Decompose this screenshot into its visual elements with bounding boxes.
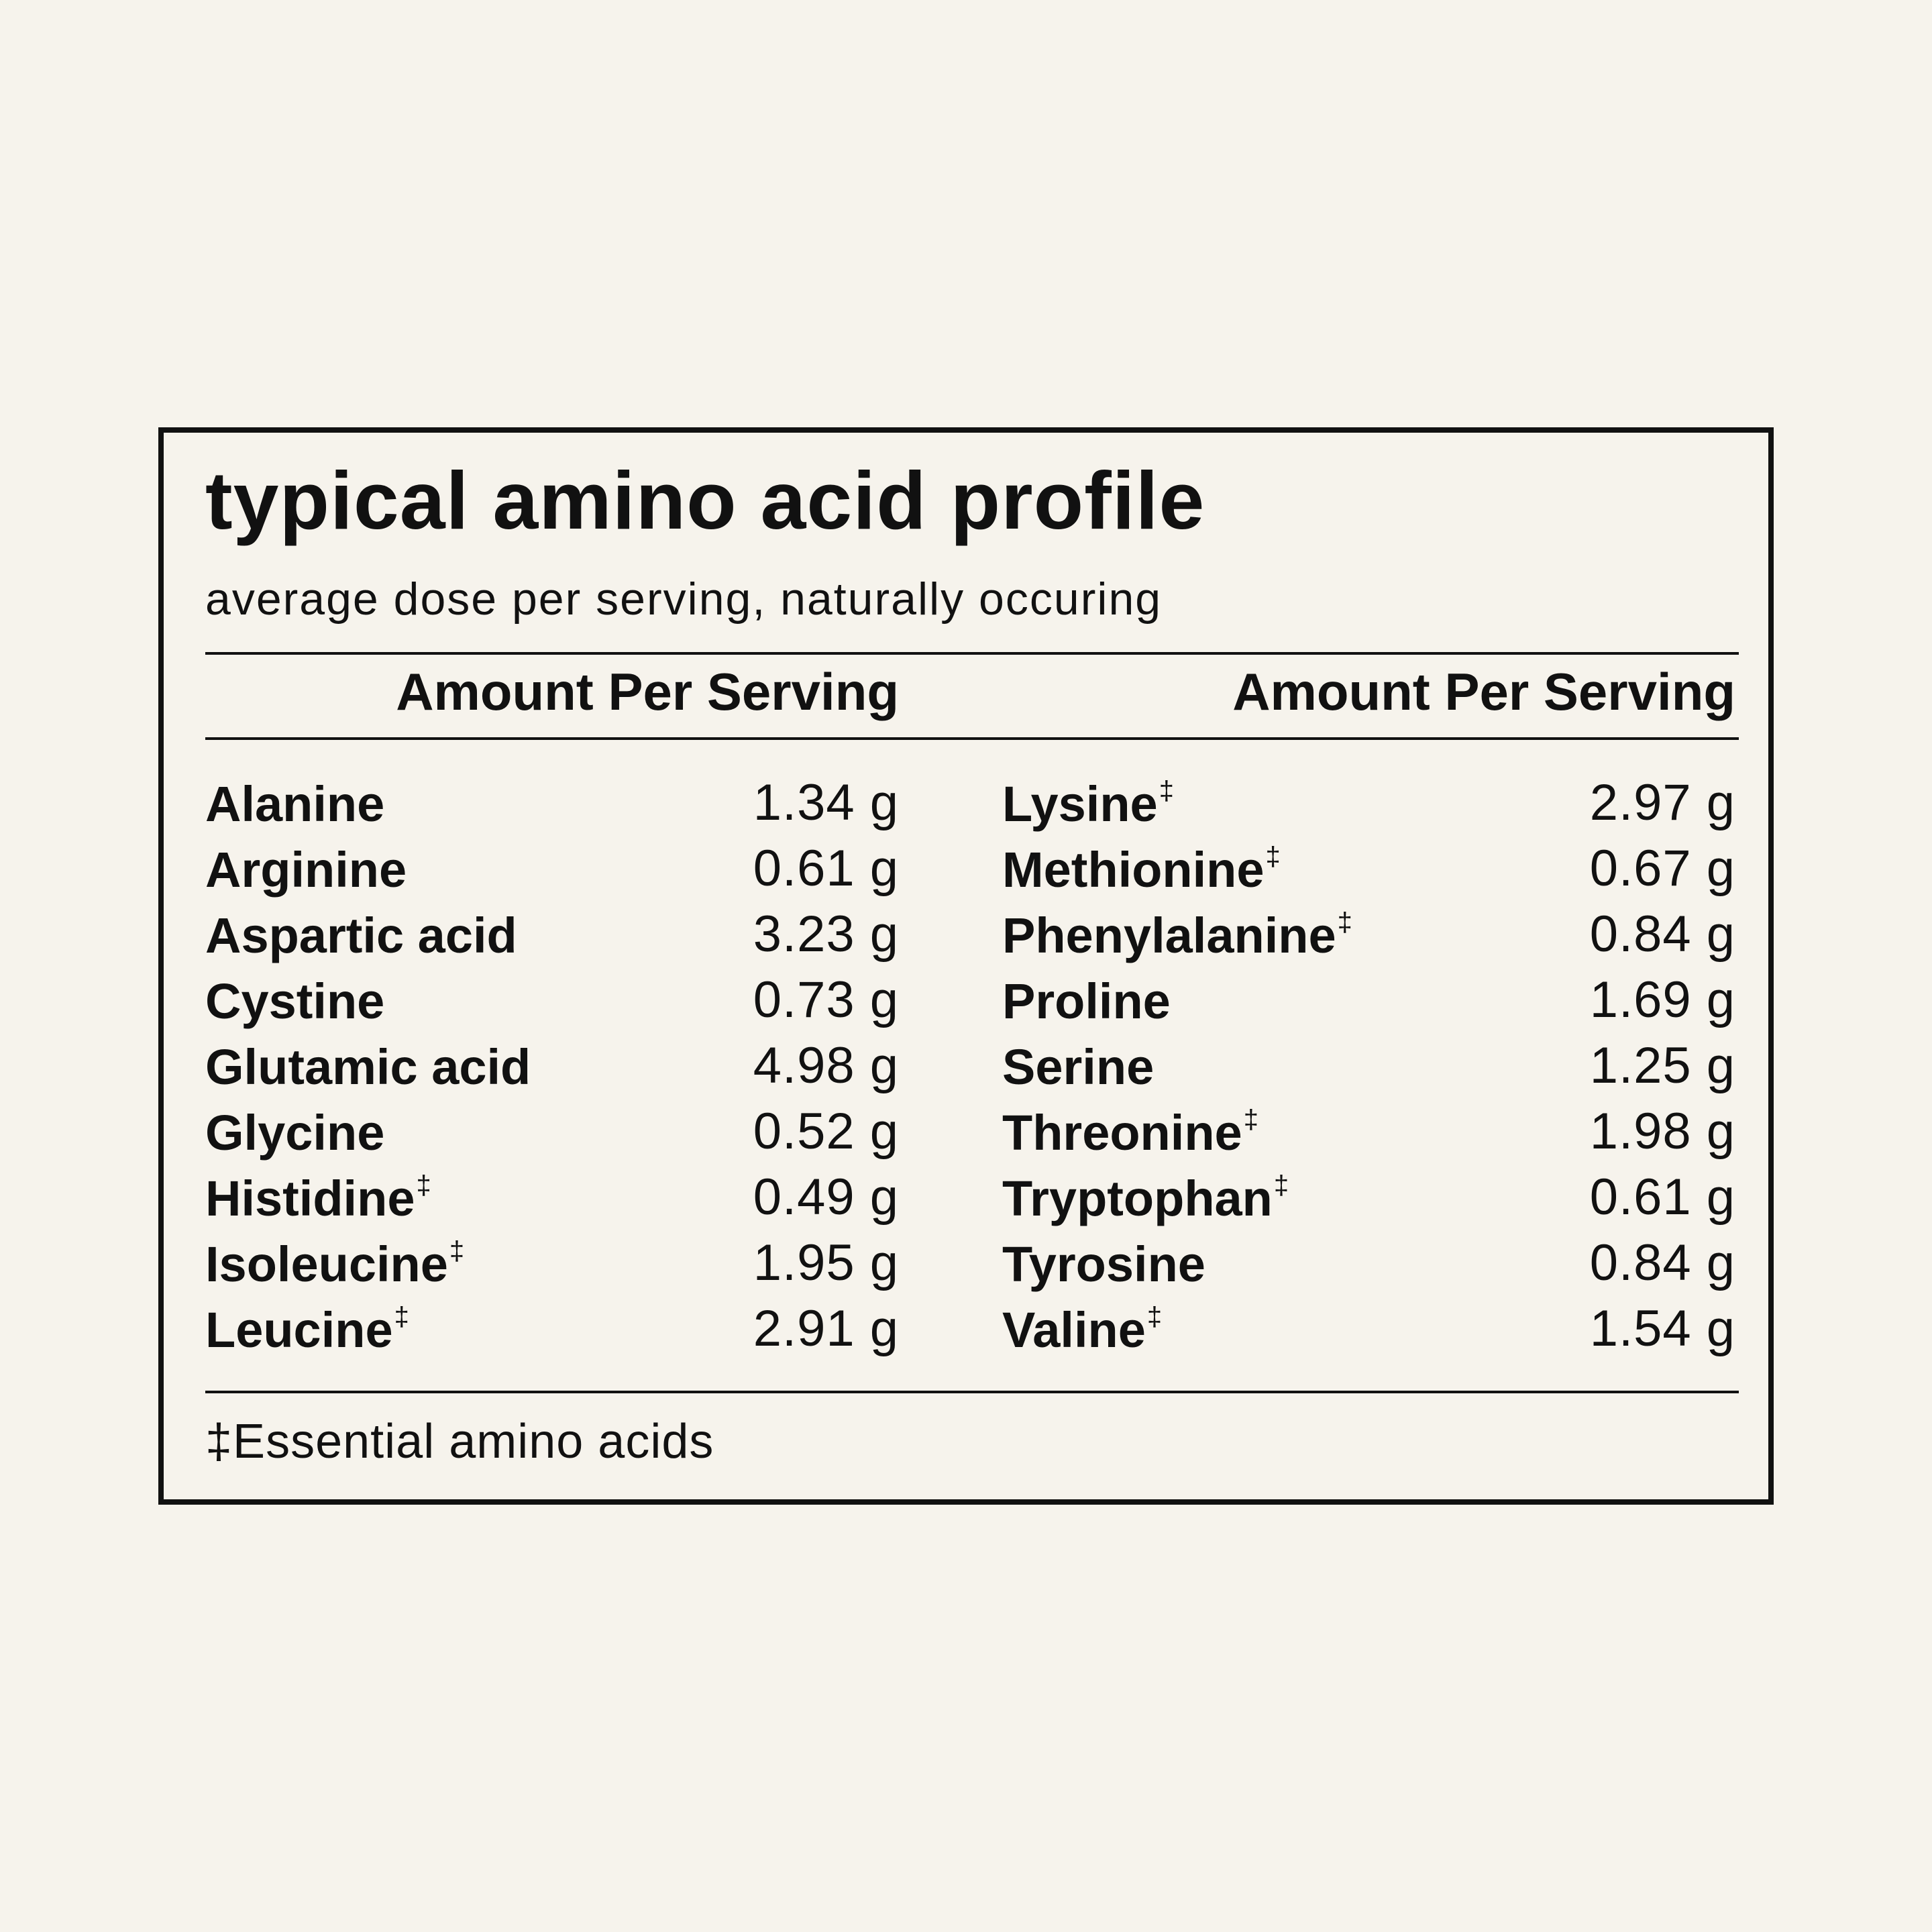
amino-row bbox=[1002, 1298, 1735, 1364]
amino-amount: 3.23 g bbox=[753, 906, 899, 963]
essential-mark: ‡ bbox=[416, 1171, 431, 1200]
amino-row bbox=[205, 1167, 899, 1232]
amino-amount: 0.61 g bbox=[1589, 1169, 1735, 1226]
panel-subtitle: average dose per serving, naturally occuring bbox=[205, 574, 1163, 625]
amino-name: Glutamic acid bbox=[205, 1039, 531, 1095]
amino-row bbox=[1002, 772, 1735, 838]
amino-name: Threonine bbox=[1002, 1105, 1242, 1161]
amino-row bbox=[205, 904, 899, 969]
amino-amount: 1.69 g bbox=[1589, 971, 1735, 1028]
amino-name: Serine bbox=[1002, 1039, 1155, 1095]
amino-row bbox=[205, 1101, 899, 1167]
amino-row bbox=[205, 838, 899, 904]
essential-mark: ‡ bbox=[1146, 1302, 1163, 1332]
amino-name: Cystine bbox=[205, 973, 385, 1029]
amino-row bbox=[1002, 838, 1735, 904]
amino-name: Valine bbox=[1002, 1302, 1146, 1358]
amino-row bbox=[1002, 1232, 1735, 1298]
amino-row bbox=[205, 1035, 899, 1101]
amino-row bbox=[205, 772, 899, 838]
amino-name: Methionine bbox=[1002, 842, 1265, 898]
essential-mark: ‡ bbox=[1337, 908, 1352, 937]
amino-name: Arginine bbox=[205, 842, 407, 898]
amino-name: Tryptophan bbox=[1002, 1171, 1273, 1226]
divider-top bbox=[205, 652, 1739, 655]
amino-amount: 0.73 g bbox=[753, 971, 899, 1028]
amino-name: Phenylalanine bbox=[1002, 908, 1336, 963]
amino-name: Aspartic acid bbox=[205, 908, 517, 963]
amino-name: Lysine bbox=[1002, 776, 1158, 832]
footnote-essential: ‡Essential amino acids bbox=[205, 1415, 714, 1468]
essential-mark: ‡ bbox=[1273, 1171, 1289, 1200]
amino-amount: 0.61 g bbox=[753, 840, 899, 897]
divider-header bbox=[205, 737, 1739, 740]
amino-name: Tyrosine bbox=[1002, 1236, 1205, 1292]
essential-mark: ‡ bbox=[1243, 1105, 1258, 1134]
amino-row bbox=[1002, 1167, 1735, 1232]
amino-name: Leucine bbox=[205, 1302, 393, 1358]
amino-row bbox=[1002, 1101, 1735, 1167]
amino-amount: 1.54 g bbox=[1589, 1300, 1735, 1357]
amino-amount: 2.91 g bbox=[753, 1300, 899, 1357]
amino-amount: 0.67 g bbox=[1589, 840, 1735, 897]
essential-mark: ‡ bbox=[1159, 776, 1174, 806]
left-column-header: Amount Per Serving bbox=[396, 662, 899, 721]
amino-acid-panel bbox=[158, 427, 1774, 1505]
amino-name: Histidine bbox=[205, 1171, 415, 1226]
amino-name: Glycine bbox=[205, 1105, 385, 1161]
essential-mark: ‡ bbox=[394, 1302, 409, 1332]
essential-mark: ‡ bbox=[449, 1236, 465, 1266]
amino-amount: 1.34 g bbox=[753, 774, 899, 831]
left-amino-list bbox=[205, 772, 899, 1364]
amino-row bbox=[1002, 1035, 1735, 1101]
amino-name: Isoleucine bbox=[205, 1236, 448, 1292]
amino-amount: 1.25 g bbox=[1589, 1037, 1735, 1094]
amino-name: Alanine bbox=[205, 776, 385, 832]
right-amino-list bbox=[1002, 772, 1735, 1364]
amino-row bbox=[205, 1232, 899, 1298]
right-column-header: Amount Per Serving bbox=[1232, 662, 1735, 721]
amino-amount: 0.52 g bbox=[753, 1103, 899, 1160]
amino-amount: 1.95 g bbox=[753, 1234, 899, 1291]
amino-amount: 0.84 g bbox=[1589, 1234, 1735, 1291]
amino-amount: 0.84 g bbox=[1589, 906, 1735, 963]
amino-row bbox=[1002, 904, 1735, 969]
divider-bottom bbox=[205, 1391, 1739, 1393]
amino-name: Proline bbox=[1002, 973, 1171, 1029]
amino-amount: 0.49 g bbox=[753, 1169, 899, 1226]
amino-row bbox=[205, 969, 899, 1035]
amino-amount: 1.98 g bbox=[1589, 1103, 1735, 1160]
panel-title: typical amino acid profile bbox=[205, 455, 1205, 546]
essential-mark: ‡ bbox=[1265, 842, 1281, 871]
amino-row bbox=[205, 1298, 899, 1364]
amino-row bbox=[1002, 969, 1735, 1035]
amino-amount: 2.97 g bbox=[1589, 774, 1735, 831]
amino-amount: 4.98 g bbox=[753, 1037, 899, 1094]
